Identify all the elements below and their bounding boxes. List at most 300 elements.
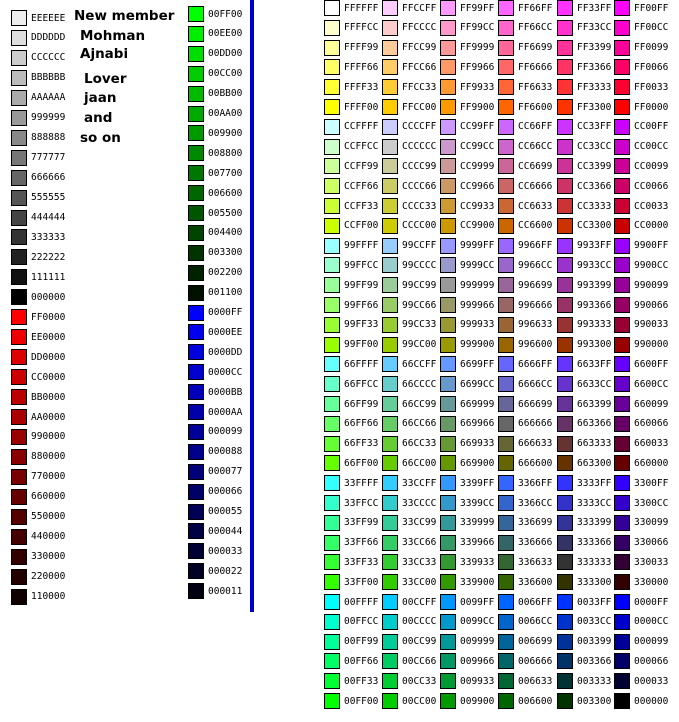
color-swatch[interactable] bbox=[498, 673, 514, 689]
color-swatch[interactable] bbox=[440, 79, 456, 95]
color-swatch-row[interactable] bbox=[382, 276, 436, 294]
color-swatch[interactable] bbox=[382, 20, 398, 36]
color-swatch-row[interactable] bbox=[614, 138, 668, 156]
color-swatch-row[interactable] bbox=[557, 197, 611, 215]
color-swatch-row[interactable] bbox=[498, 672, 552, 690]
color-swatch[interactable] bbox=[188, 6, 204, 22]
color-swatch[interactable] bbox=[324, 396, 340, 412]
color-swatch[interactable] bbox=[382, 554, 398, 570]
color-swatch[interactable] bbox=[324, 356, 340, 372]
color-swatch-row[interactable] bbox=[557, 237, 611, 255]
color-swatch-row[interactable] bbox=[498, 58, 552, 76]
color-swatch-row[interactable] bbox=[614, 534, 668, 552]
color-swatch-row[interactable] bbox=[614, 256, 668, 274]
color-swatch[interactable] bbox=[382, 337, 398, 353]
color-swatch-row[interactable] bbox=[188, 25, 242, 43]
color-swatch[interactable] bbox=[11, 70, 27, 86]
color-swatch-row[interactable] bbox=[382, 118, 436, 136]
color-swatch-row[interactable] bbox=[614, 336, 668, 354]
color-swatch-row[interactable] bbox=[614, 296, 668, 314]
color-swatch[interactable] bbox=[188, 185, 204, 201]
color-swatch[interactable] bbox=[614, 455, 630, 471]
color-swatch[interactable] bbox=[557, 178, 573, 194]
color-swatch-row[interactable] bbox=[11, 328, 65, 346]
color-swatch[interactable] bbox=[324, 693, 340, 709]
color-swatch[interactable] bbox=[11, 329, 27, 345]
color-swatch-row[interactable] bbox=[614, 633, 668, 651]
color-swatch-row[interactable] bbox=[440, 573, 494, 591]
color-swatch[interactable] bbox=[382, 0, 398, 16]
color-swatch-row[interactable] bbox=[614, 672, 668, 690]
color-swatch-row[interactable] bbox=[498, 296, 552, 314]
color-swatch[interactable] bbox=[324, 634, 340, 650]
color-swatch[interactable] bbox=[614, 158, 630, 174]
color-swatch-row[interactable] bbox=[440, 633, 494, 651]
color-swatch[interactable] bbox=[324, 99, 340, 115]
color-swatch-row[interactable] bbox=[382, 375, 436, 393]
color-swatch-row[interactable] bbox=[498, 435, 552, 453]
color-swatch[interactable] bbox=[557, 554, 573, 570]
color-swatch[interactable] bbox=[614, 59, 630, 75]
color-swatch[interactable] bbox=[188, 86, 204, 102]
color-swatch-row[interactable] bbox=[557, 177, 611, 195]
color-swatch[interactable] bbox=[614, 634, 630, 650]
color-swatch-row[interactable] bbox=[557, 58, 611, 76]
color-swatch-row[interactable] bbox=[188, 443, 242, 461]
color-swatch[interactable] bbox=[188, 583, 204, 599]
color-swatch[interactable] bbox=[382, 475, 398, 491]
color-swatch-row[interactable] bbox=[11, 209, 65, 227]
color-swatch-row[interactable] bbox=[382, 19, 436, 37]
color-swatch[interactable] bbox=[11, 369, 27, 385]
color-swatch-row[interactable] bbox=[614, 0, 668, 17]
color-swatch[interactable] bbox=[498, 515, 514, 531]
color-swatch[interactable] bbox=[324, 198, 340, 214]
color-swatch[interactable] bbox=[11, 150, 27, 166]
color-swatch[interactable] bbox=[11, 529, 27, 545]
color-swatch[interactable] bbox=[11, 229, 27, 245]
color-swatch-row[interactable] bbox=[614, 494, 668, 512]
color-swatch[interactable] bbox=[382, 158, 398, 174]
color-swatch-row[interactable] bbox=[557, 395, 611, 413]
color-swatch[interactable] bbox=[324, 297, 340, 313]
color-swatch[interactable] bbox=[557, 238, 573, 254]
color-swatch[interactable] bbox=[498, 594, 514, 610]
color-swatch[interactable] bbox=[324, 20, 340, 36]
color-swatch-row[interactable] bbox=[440, 336, 494, 354]
color-swatch-row[interactable] bbox=[324, 197, 378, 215]
color-swatch-row[interactable] bbox=[11, 468, 65, 486]
color-swatch-row[interactable] bbox=[557, 534, 611, 552]
color-swatch[interactable] bbox=[614, 297, 630, 313]
color-swatch-row[interactable] bbox=[440, 593, 494, 611]
color-swatch-row[interactable] bbox=[11, 528, 65, 546]
color-swatch[interactable] bbox=[188, 523, 204, 539]
color-swatch-row[interactable] bbox=[614, 415, 668, 433]
color-swatch-row[interactable] bbox=[557, 39, 611, 57]
color-swatch-row[interactable] bbox=[382, 0, 436, 17]
color-swatch-row[interactable] bbox=[324, 256, 378, 274]
color-swatch-row[interactable] bbox=[557, 19, 611, 37]
color-swatch-row[interactable] bbox=[614, 692, 668, 710]
color-swatch[interactable] bbox=[382, 594, 398, 610]
color-swatch[interactable] bbox=[188, 344, 204, 360]
color-swatch-row[interactable] bbox=[440, 78, 494, 96]
color-swatch-row[interactable] bbox=[557, 573, 611, 591]
color-swatch-row[interactable] bbox=[382, 474, 436, 492]
color-swatch-row[interactable] bbox=[324, 19, 378, 37]
color-swatch-row[interactable] bbox=[188, 363, 242, 381]
color-swatch[interactable] bbox=[324, 139, 340, 155]
color-swatch-row[interactable] bbox=[382, 237, 436, 255]
color-swatch-row[interactable] bbox=[324, 296, 378, 314]
color-swatch-row[interactable] bbox=[324, 454, 378, 472]
color-swatch-row[interactable] bbox=[498, 19, 552, 37]
color-swatch[interactable] bbox=[557, 535, 573, 551]
color-swatch-row[interactable] bbox=[382, 613, 436, 631]
color-swatch[interactable] bbox=[557, 356, 573, 372]
color-swatch-row[interactable] bbox=[614, 514, 668, 532]
color-swatch-row[interactable] bbox=[324, 138, 378, 156]
color-swatch[interactable] bbox=[188, 46, 204, 62]
color-swatch-row[interactable] bbox=[440, 276, 494, 294]
color-swatch-row[interactable] bbox=[324, 316, 378, 334]
color-swatch[interactable] bbox=[614, 535, 630, 551]
color-swatch-row[interactable] bbox=[557, 336, 611, 354]
color-swatch[interactable] bbox=[188, 324, 204, 340]
color-swatch[interactable] bbox=[557, 297, 573, 313]
color-swatch[interactable] bbox=[188, 384, 204, 400]
color-swatch-row[interactable] bbox=[11, 49, 65, 67]
color-swatch[interactable] bbox=[557, 0, 573, 16]
color-swatch[interactable] bbox=[440, 297, 456, 313]
color-swatch-row[interactable] bbox=[498, 494, 552, 512]
color-swatch[interactable] bbox=[188, 66, 204, 82]
color-swatch-row[interactable] bbox=[324, 692, 378, 710]
color-swatch[interactable] bbox=[614, 238, 630, 254]
color-swatch[interactable] bbox=[324, 436, 340, 452]
color-swatch-row[interactable] bbox=[440, 256, 494, 274]
color-swatch-row[interactable] bbox=[324, 375, 378, 393]
color-swatch[interactable] bbox=[557, 40, 573, 56]
color-swatch-row[interactable] bbox=[188, 45, 242, 63]
color-swatch-row[interactable] bbox=[557, 435, 611, 453]
color-swatch[interactable] bbox=[498, 554, 514, 570]
color-swatch[interactable] bbox=[557, 59, 573, 75]
color-swatch[interactable] bbox=[440, 59, 456, 75]
color-swatch-row[interactable] bbox=[188, 264, 242, 282]
color-swatch[interactable] bbox=[324, 554, 340, 570]
color-swatch[interactable] bbox=[614, 554, 630, 570]
color-swatch-row[interactable] bbox=[440, 613, 494, 631]
color-swatch[interactable] bbox=[440, 515, 456, 531]
color-swatch-row[interactable] bbox=[382, 355, 436, 373]
color-swatch-row[interactable] bbox=[11, 89, 65, 107]
color-swatch[interactable] bbox=[614, 594, 630, 610]
color-swatch-row[interactable] bbox=[11, 29, 65, 47]
color-swatch-row[interactable] bbox=[188, 244, 242, 262]
color-swatch-row[interactable] bbox=[440, 217, 494, 235]
color-swatch[interactable] bbox=[440, 455, 456, 471]
color-swatch-row[interactable] bbox=[498, 217, 552, 235]
color-swatch-row[interactable] bbox=[188, 5, 242, 23]
color-swatch[interactable] bbox=[557, 614, 573, 630]
color-swatch-row[interactable] bbox=[324, 39, 378, 57]
color-swatch-row[interactable] bbox=[324, 652, 378, 670]
color-swatch-row[interactable] bbox=[382, 256, 436, 274]
color-swatch-row[interactable] bbox=[440, 474, 494, 492]
color-swatch[interactable] bbox=[440, 277, 456, 293]
color-swatch[interactable] bbox=[188, 106, 204, 122]
color-swatch-row[interactable] bbox=[324, 336, 378, 354]
color-swatch[interactable] bbox=[188, 205, 204, 221]
color-swatch[interactable] bbox=[557, 455, 573, 471]
color-swatch-row[interactable] bbox=[11, 248, 65, 266]
color-swatch-row[interactable] bbox=[498, 514, 552, 532]
color-swatch[interactable] bbox=[557, 79, 573, 95]
color-swatch-row[interactable] bbox=[498, 633, 552, 651]
color-swatch-row[interactable] bbox=[11, 568, 65, 586]
color-swatch[interactable] bbox=[324, 79, 340, 95]
color-swatch[interactable] bbox=[498, 218, 514, 234]
color-swatch[interactable] bbox=[11, 289, 27, 305]
color-swatch-row[interactable] bbox=[188, 383, 242, 401]
color-swatch-row[interactable] bbox=[557, 593, 611, 611]
color-swatch-row[interactable] bbox=[188, 304, 242, 322]
color-swatch-row[interactable] bbox=[614, 553, 668, 571]
color-swatch[interactable] bbox=[614, 277, 630, 293]
color-swatch[interactable] bbox=[614, 0, 630, 16]
color-swatch[interactable] bbox=[440, 337, 456, 353]
color-swatch-row[interactable] bbox=[324, 217, 378, 235]
color-swatch-row[interactable] bbox=[440, 296, 494, 314]
color-swatch[interactable] bbox=[382, 40, 398, 56]
color-swatch[interactable] bbox=[324, 59, 340, 75]
color-swatch[interactable] bbox=[324, 376, 340, 392]
color-swatch[interactable] bbox=[498, 0, 514, 16]
color-swatch[interactable] bbox=[557, 634, 573, 650]
color-swatch[interactable] bbox=[324, 40, 340, 56]
color-swatch-row[interactable] bbox=[324, 494, 378, 512]
color-swatch-row[interactable] bbox=[324, 98, 378, 116]
color-swatch-row[interactable] bbox=[324, 613, 378, 631]
color-swatch-row[interactable] bbox=[498, 534, 552, 552]
color-swatch[interactable] bbox=[440, 158, 456, 174]
color-swatch[interactable] bbox=[11, 30, 27, 46]
color-swatch[interactable] bbox=[382, 317, 398, 333]
color-swatch[interactable] bbox=[614, 356, 630, 372]
color-swatch-row[interactable] bbox=[382, 98, 436, 116]
color-swatch-row[interactable] bbox=[557, 98, 611, 116]
color-swatch[interactable] bbox=[498, 238, 514, 254]
color-swatch[interactable] bbox=[11, 589, 27, 605]
color-swatch-row[interactable] bbox=[498, 39, 552, 57]
color-swatch-row[interactable] bbox=[498, 415, 552, 433]
color-swatch-row[interactable] bbox=[498, 336, 552, 354]
color-swatch-row[interactable] bbox=[11, 488, 65, 506]
color-swatch-row[interactable] bbox=[324, 474, 378, 492]
color-swatch-row[interactable] bbox=[498, 553, 552, 571]
color-swatch-row[interactable] bbox=[498, 375, 552, 393]
color-swatch[interactable] bbox=[440, 535, 456, 551]
color-swatch[interactable] bbox=[11, 509, 27, 525]
color-swatch[interactable] bbox=[498, 198, 514, 214]
color-swatch-row[interactable] bbox=[382, 454, 436, 472]
color-swatch[interactable] bbox=[382, 79, 398, 95]
color-swatch[interactable] bbox=[440, 416, 456, 432]
color-swatch-row[interactable] bbox=[188, 85, 242, 103]
color-swatch-row[interactable] bbox=[498, 613, 552, 631]
color-swatch-row[interactable] bbox=[382, 494, 436, 512]
color-swatch[interactable] bbox=[498, 257, 514, 273]
color-swatch[interactable] bbox=[188, 125, 204, 141]
color-swatch[interactable] bbox=[498, 297, 514, 313]
color-swatch-row[interactable] bbox=[11, 308, 65, 326]
color-swatch[interactable] bbox=[382, 238, 398, 254]
color-swatch[interactable] bbox=[382, 634, 398, 650]
color-swatch-row[interactable] bbox=[440, 652, 494, 670]
color-swatch-row[interactable] bbox=[11, 508, 65, 526]
color-swatch[interactable] bbox=[188, 543, 204, 559]
color-swatch[interactable] bbox=[11, 469, 27, 485]
color-swatch-row[interactable] bbox=[557, 375, 611, 393]
color-swatch-row[interactable] bbox=[11, 548, 65, 566]
color-swatch-row[interactable] bbox=[614, 613, 668, 631]
color-swatch[interactable] bbox=[614, 99, 630, 115]
color-swatch[interactable] bbox=[324, 594, 340, 610]
color-swatch-row[interactable] bbox=[440, 157, 494, 175]
color-swatch-row[interactable] bbox=[188, 184, 242, 202]
color-swatch-row[interactable] bbox=[324, 355, 378, 373]
color-swatch-row[interactable] bbox=[188, 124, 242, 142]
color-swatch[interactable] bbox=[498, 40, 514, 56]
color-swatch[interactable] bbox=[440, 257, 456, 273]
color-swatch-row[interactable] bbox=[11, 268, 65, 286]
color-swatch[interactable] bbox=[614, 198, 630, 214]
color-swatch[interactable] bbox=[498, 574, 514, 590]
color-swatch[interactable] bbox=[498, 634, 514, 650]
color-swatch[interactable] bbox=[440, 119, 456, 135]
color-swatch[interactable] bbox=[324, 218, 340, 234]
color-swatch[interactable] bbox=[440, 20, 456, 36]
color-swatch-row[interactable] bbox=[557, 672, 611, 690]
color-swatch[interactable] bbox=[324, 614, 340, 630]
color-swatch-row[interactable] bbox=[188, 224, 242, 242]
color-swatch-row[interactable] bbox=[11, 69, 65, 87]
color-swatch-row[interactable] bbox=[324, 0, 378, 17]
color-swatch[interactable] bbox=[382, 416, 398, 432]
color-swatch-row[interactable] bbox=[324, 395, 378, 413]
color-swatch[interactable] bbox=[498, 277, 514, 293]
color-swatch[interactable] bbox=[440, 475, 456, 491]
color-swatch[interactable] bbox=[614, 653, 630, 669]
color-swatch-row[interactable] bbox=[498, 118, 552, 136]
color-swatch-row[interactable] bbox=[382, 514, 436, 532]
color-swatch[interactable] bbox=[11, 389, 27, 405]
color-swatch-row[interactable] bbox=[188, 562, 242, 580]
color-swatch[interactable] bbox=[557, 574, 573, 590]
color-swatch[interactable] bbox=[324, 495, 340, 511]
color-swatch-row[interactable] bbox=[382, 197, 436, 215]
color-swatch-row[interactable] bbox=[440, 177, 494, 195]
color-swatch[interactable] bbox=[440, 0, 456, 16]
color-swatch-row[interactable] bbox=[382, 395, 436, 413]
color-swatch[interactable] bbox=[498, 416, 514, 432]
color-swatch[interactable] bbox=[324, 673, 340, 689]
color-swatch[interactable] bbox=[11, 429, 27, 445]
color-swatch[interactable] bbox=[614, 79, 630, 95]
color-swatch-row[interactable] bbox=[324, 593, 378, 611]
color-swatch-row[interactable] bbox=[440, 58, 494, 76]
color-swatch-row[interactable] bbox=[324, 118, 378, 136]
color-swatch-row[interactable] bbox=[188, 343, 242, 361]
color-swatch-row[interactable] bbox=[382, 316, 436, 334]
color-swatch-row[interactable] bbox=[11, 448, 65, 466]
color-swatch-row[interactable] bbox=[614, 197, 668, 215]
color-swatch[interactable] bbox=[557, 515, 573, 531]
color-swatch-row[interactable] bbox=[557, 118, 611, 136]
color-swatch[interactable] bbox=[11, 50, 27, 66]
color-swatch-row[interactable] bbox=[498, 237, 552, 255]
color-swatch[interactable] bbox=[382, 515, 398, 531]
color-swatch[interactable] bbox=[11, 569, 27, 585]
color-swatch-row[interactable] bbox=[324, 534, 378, 552]
color-swatch[interactable] bbox=[11, 130, 27, 146]
color-swatch-row[interactable] bbox=[614, 652, 668, 670]
color-swatch-row[interactable] bbox=[557, 553, 611, 571]
color-swatch-row[interactable] bbox=[557, 316, 611, 334]
color-swatch-row[interactable] bbox=[614, 98, 668, 116]
color-swatch[interactable] bbox=[614, 475, 630, 491]
color-swatch-row[interactable] bbox=[498, 395, 552, 413]
color-swatch[interactable] bbox=[498, 99, 514, 115]
color-swatch-row[interactable] bbox=[614, 237, 668, 255]
color-swatch[interactable] bbox=[382, 455, 398, 471]
color-swatch[interactable] bbox=[440, 238, 456, 254]
color-swatch[interactable] bbox=[188, 165, 204, 181]
color-swatch-row[interactable] bbox=[440, 118, 494, 136]
color-swatch-row[interactable] bbox=[557, 514, 611, 532]
color-swatch-row[interactable] bbox=[188, 144, 242, 162]
color-swatch-row[interactable] bbox=[440, 435, 494, 453]
color-swatch-row[interactable] bbox=[440, 514, 494, 532]
color-swatch[interactable] bbox=[440, 436, 456, 452]
color-swatch[interactable] bbox=[324, 0, 340, 16]
color-swatch[interactable] bbox=[498, 693, 514, 709]
color-swatch[interactable] bbox=[188, 265, 204, 281]
color-swatch-row[interactable] bbox=[557, 138, 611, 156]
color-swatch[interactable] bbox=[614, 119, 630, 135]
color-swatch[interactable] bbox=[11, 549, 27, 565]
color-swatch[interactable] bbox=[498, 614, 514, 630]
color-swatch[interactable] bbox=[324, 178, 340, 194]
color-swatch-row[interactable] bbox=[188, 105, 242, 123]
color-swatch[interactable] bbox=[382, 396, 398, 412]
color-swatch[interactable] bbox=[188, 484, 204, 500]
color-swatch[interactable] bbox=[498, 317, 514, 333]
color-swatch-row[interactable] bbox=[614, 39, 668, 57]
color-swatch[interactable] bbox=[188, 305, 204, 321]
color-swatch[interactable] bbox=[614, 614, 630, 630]
color-swatch-row[interactable] bbox=[440, 553, 494, 571]
color-swatch-row[interactable] bbox=[324, 553, 378, 571]
color-swatch-row[interactable] bbox=[440, 395, 494, 413]
color-swatch-row[interactable] bbox=[11, 428, 65, 446]
color-swatch[interactable] bbox=[188, 444, 204, 460]
color-swatch[interactable] bbox=[11, 210, 27, 226]
color-swatch-row[interactable] bbox=[324, 177, 378, 195]
color-swatch-row[interactable] bbox=[498, 0, 552, 17]
